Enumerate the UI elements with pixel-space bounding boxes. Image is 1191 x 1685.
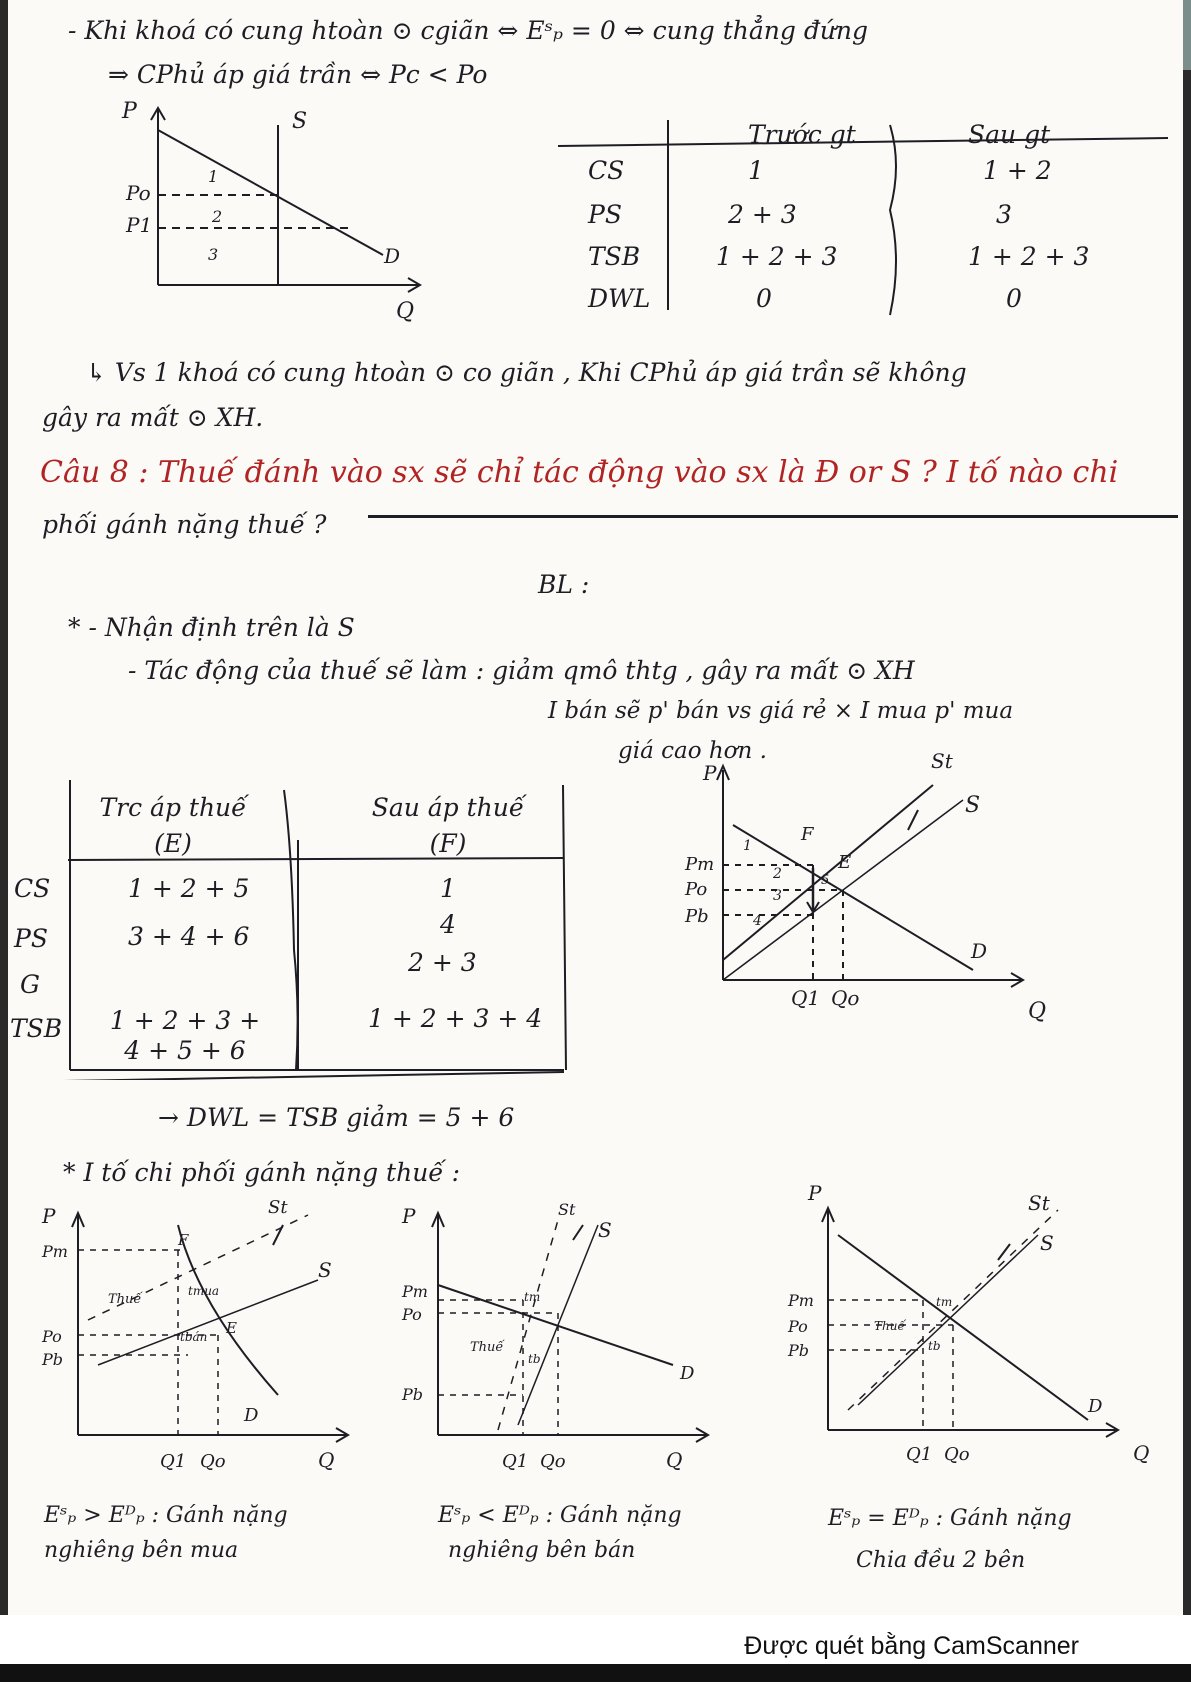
question-8-line-2: phối gánh nặng thuế ?: [42, 510, 327, 539]
chart2-d-line: [733, 825, 973, 970]
chart3-q0-label: Qo: [200, 1451, 226, 1472]
chart3-p-label: P: [42, 1204, 56, 1228]
intro-line-2: ⇒ CPhủ áp giá trần ⇔ Pc < Po: [108, 60, 488, 89]
chart2-s-label: S: [965, 793, 981, 818]
chart3-d-label: D: [244, 1405, 259, 1426]
chart5-pb-label: Pb: [788, 1341, 810, 1360]
table1-row-ps-before: 2 + 3: [728, 200, 797, 229]
table2-row-tsb-after: 1 + 2 + 3 + 4: [368, 1004, 543, 1033]
table2-row-ps-before: 3 + 4 + 6: [128, 922, 250, 951]
chart4-s-label: S: [598, 1218, 612, 1242]
answer-point-1: * - Nhận định trên là S: [68, 613, 355, 642]
chart5-caption-2: Chia đều 2 bên: [856, 1548, 1026, 1573]
chart1-p0-label: Po: [126, 181, 151, 205]
table1-row-cs-before: 1: [748, 156, 764, 185]
chart1-demand-line: [158, 130, 383, 255]
table2-header-after: Sau áp thuế (F): [371, 793, 525, 858]
answer-point-3: Ⅰ bán sẽ p' bán vs giá rẻ × Ⅰ mua p' mua: [548, 698, 1014, 724]
chart3-st-label: St: [268, 1197, 288, 1218]
table1-row-tsb-before: 1 + 2 + 3: [716, 242, 838, 271]
answer-point-2: - Tác động của thuế sẽ làm : giảm qmô thtg , gây ra mất ⊙ XH: [128, 656, 915, 685]
chart1-area-1: 1: [208, 167, 219, 186]
table2-row-g-after: 2 + 3: [408, 948, 477, 977]
table1-row-dwl-before: 0: [756, 284, 772, 313]
chart1-s-label: S: [292, 109, 308, 134]
chart3-s-label: S: [318, 1258, 332, 1282]
chart4-q1-label: Q1: [502, 1451, 529, 1472]
chart2-area-2: 2: [773, 866, 782, 882]
chart2-area-3: 3: [773, 888, 782, 904]
chart5-st-line: [848, 1210, 1058, 1410]
table1-header-after: Sau gt: [968, 120, 1051, 149]
tax-incidence-chart: [673, 740, 1093, 1030]
chart2-q-label: Q: [1028, 999, 1047, 1024]
surplus-table-2: [8, 780, 578, 1080]
chart2-pb-label: Pb: [685, 906, 709, 927]
chart2-pm-label: Pm: [685, 854, 715, 875]
chart4-tb-label: tb: [528, 1352, 541, 1366]
chart3-tb-label: tbán: [180, 1330, 208, 1344]
chart2-area-4: 4: [753, 913, 762, 929]
chart2-point-f: F: [801, 824, 814, 845]
table2-header-before: Trc áp thuế (E): [99, 793, 247, 858]
chart2-area-1: 1: [743, 838, 752, 854]
chart4-p0-label: Po: [402, 1305, 422, 1324]
answer-point-4: giá cao hơn .: [618, 738, 767, 764]
price-ceiling-chart: [108, 100, 448, 340]
chart2-point-e: E: [838, 852, 852, 873]
camscanner-label: Được quét bằng CamScanner: [744, 1632, 1079, 1660]
table2-row-g-label: G: [20, 970, 40, 999]
chart3-d-line: [178, 1225, 278, 1395]
chart1-area-2: 2: [212, 207, 223, 226]
chart5-p0-label: Po: [788, 1317, 808, 1336]
chart3-q1-label: Q1: [160, 1451, 187, 1472]
chart5-tm-label: tm: [936, 1295, 953, 1309]
chart5-s-label: S: [1040, 1231, 1054, 1255]
table2-row-ps-label: PS: [14, 924, 48, 953]
chart2-area-5: 5: [821, 873, 830, 888]
dwl-result: → DWL = TSB giảm = 5 + 6: [158, 1103, 515, 1132]
table2-row-tsb-before: 1 + 2 + 3 + 4 + 5 + 6: [109, 1006, 261, 1065]
chart4-p-label: P: [402, 1204, 416, 1228]
table2-row-cs-label: CS: [14, 874, 51, 903]
chart5-q-label: Q: [1133, 1441, 1150, 1465]
incidence-chart-seller: [398, 1185, 738, 1475]
chart3-caption-2: nghiêng bên mua: [44, 1538, 239, 1563]
chart3-caption-1: Eˢₚ > Eᴰₚ : Gánh nặng: [44, 1503, 288, 1528]
chart5-tb-label: tb: [928, 1339, 941, 1353]
table2-row-tsb-label: TSB: [10, 1014, 63, 1043]
chart3-pb-label: Pb: [42, 1350, 64, 1369]
chart4-d-label: D: [680, 1363, 695, 1384]
question-underline: [368, 515, 1178, 518]
chart5-st-label: St: [1028, 1191, 1050, 1215]
chart3-tax-label: Thuế: [108, 1292, 142, 1307]
answer-heading: BL :: [538, 570, 590, 599]
chart5-q0-label: Qo: [944, 1444, 970, 1465]
chart2-shift-arrow: [908, 810, 918, 830]
chart1-p1-label: P1: [126, 213, 153, 237]
paper-sheet: [8, 0, 1183, 1615]
table1-row-tsb-label: TSB: [588, 242, 641, 271]
chart3-e-label: E: [226, 1319, 237, 1337]
question-8-line-1: Câu 8 : Thuế đánh vào sx sẽ chỉ tác động vào sx là Đ or S ? Ⅰ tố nào chi: [40, 455, 1119, 490]
chart5-caption-1: Eˢₚ = Eᴰₚ : Gánh nặng: [828, 1506, 1072, 1531]
chart4-st-label: St: [558, 1200, 576, 1219]
table1-row-cs-after: 1 + 2: [983, 156, 1052, 185]
incidence-chart-equal: [778, 1160, 1178, 1480]
chart1-area-3: 3: [208, 245, 219, 264]
chart4-q0-label: Qo: [540, 1451, 566, 1472]
chart1-q-label: Q: [396, 299, 415, 324]
table1-row-ps-after: 3: [996, 200, 1012, 229]
chart5-q1-label: Q1: [906, 1444, 933, 1465]
chart5-p-label: P: [808, 1181, 822, 1205]
chart4-caption-2: nghiêng bên bán: [448, 1538, 636, 1563]
chart5-pm-label: Pm: [788, 1291, 814, 1310]
table1-row-dwl-after: 0: [1006, 284, 1022, 313]
table2-row-ps-after: 4: [440, 910, 456, 939]
chart4-caption-1: Eˢₚ < Eᴰₚ : Gánh nặng: [438, 1503, 682, 1528]
chart4-pb-label: Pb: [402, 1385, 424, 1404]
chart5-d-label: D: [1088, 1396, 1103, 1417]
chart4-pm-label: Pm: [402, 1282, 428, 1301]
chart2-p0-label: Po: [685, 879, 708, 900]
conclusion-line-1: ↳ Vs 1 khoá có cung htoàn ⊙ co giãn , Khi CPhủ áp giá trần sẽ không: [86, 358, 967, 387]
chart2-p-label: P: [703, 761, 717, 785]
chart4-tax-label: Thuế: [470, 1340, 504, 1355]
incidence-chart-buyer: [28, 1185, 368, 1475]
table1-row-dwl-label: DWL: [588, 284, 651, 313]
chart3-f-label: F: [178, 1231, 189, 1249]
surplus-table-1: [558, 120, 1178, 320]
table1-header-before: Trước gt: [748, 120, 856, 149]
table1-row-ps-label: PS: [588, 200, 622, 229]
intro-line-1: - Khi khoá có cung htoàn ⊙ cgiãn ⇔ Eˢₚ = 0 ⇔ cung thẳng đứng: [68, 16, 869, 45]
table1-row-tsb-after: 1 + 2 + 3: [968, 242, 1090, 271]
chart2-q1-label: Q1: [791, 986, 821, 1010]
chart1-d-label: D: [384, 244, 401, 268]
table1-row-cs-label: CS: [588, 156, 625, 185]
chart3-tm-label: tmua: [188, 1284, 220, 1298]
chart4-q-label: Q: [666, 1448, 683, 1472]
chart3-pm-label: Pm: [42, 1242, 68, 1261]
table1-lines: [558, 120, 1178, 320]
chart2-q0-label: Qo: [831, 986, 860, 1010]
table2-row-cs-before: 1 + 2 + 5: [128, 874, 250, 903]
footer-rule: [0, 1664, 1191, 1682]
factor-heading: * Ⅰ tố chi phối gánh nặng thuế :: [63, 1158, 461, 1187]
chart2-st-label: St: [931, 749, 953, 773]
chart3-p0-label: Po: [42, 1327, 62, 1346]
chart2-d-label: D: [971, 939, 988, 963]
conclusion-line-2: gây ra mất ⊙ XH.: [42, 403, 264, 432]
chart5-tax-label: Thuế: [874, 1319, 905, 1333]
table2-row-cs-after: 1: [440, 874, 456, 903]
chart1-p-label: P: [122, 100, 137, 124]
chart4-tm-label: tm: [524, 1290, 541, 1304]
chart3-q-label: Q: [318, 1448, 335, 1472]
